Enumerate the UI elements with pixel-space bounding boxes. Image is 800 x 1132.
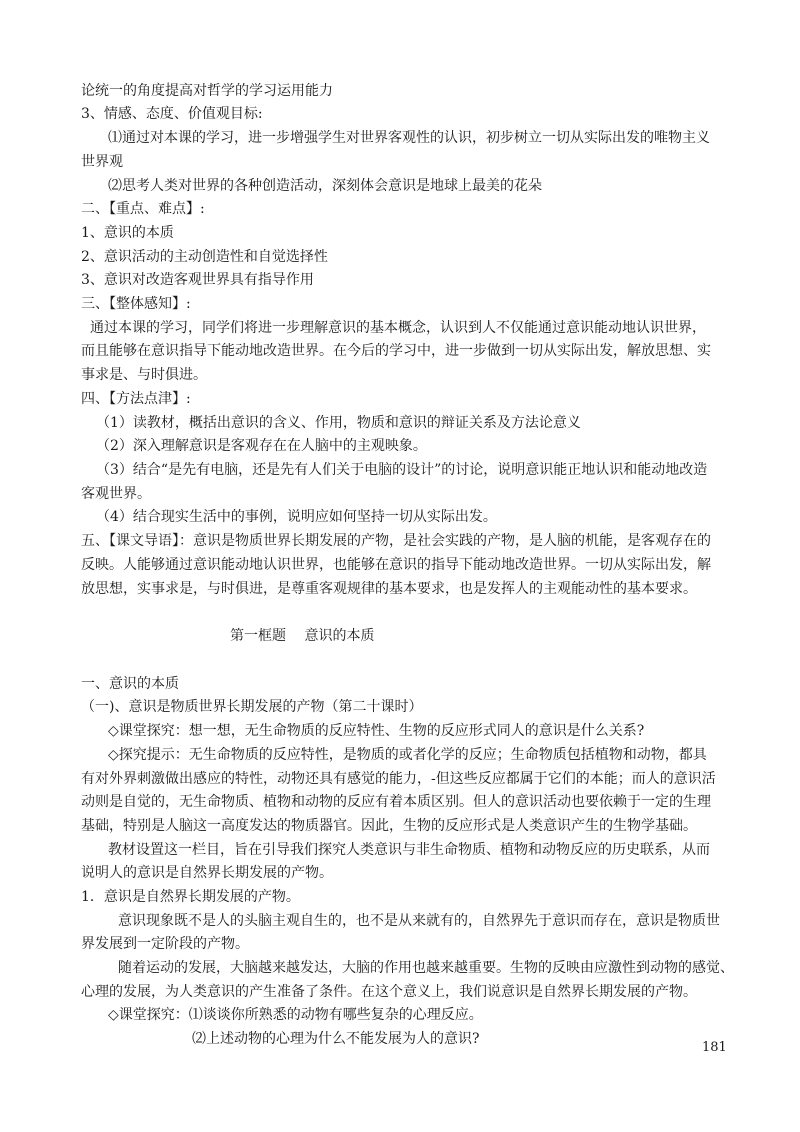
text-line: 心理的发展，为人类意识的产生准备了条件。在这个意义上，我们说意识是自然界长期发展的产物。 — [81, 984, 697, 1000]
section-heading: 三、【整体感知】: — [81, 296, 191, 312]
list-item: （2）深入理解意识是客观存在在人脑中的主观映象。 — [96, 438, 427, 454]
list-item: （1）读教材，概括出意识的含义、作用，物质和意识的辩证关系及方法论意义 — [96, 415, 581, 431]
lesson-title: 第一框题 意识的本质 — [230, 628, 375, 644]
list-item: （3）结合“是先有电脑，还是先有人们关于电脑的设计”的讨论，说明意识能正地认识和能动地改造 — [96, 462, 708, 478]
text-line: 2、意识活动的主动创造性和自觉选择性 — [81, 249, 328, 265]
text-line: ◇课堂探究：想一想，无生命物质的反应特性、生物的反应形式同人的意识是什么关系? — [108, 723, 645, 739]
text-line: 事求是、与时俱进。 — [81, 367, 207, 383]
text-line: 放思想，实事求是，与时俱进，是尊重客观规律的基本要求，也是发挥人的主观能动性的基本要求。 — [81, 581, 697, 597]
text-line: 通过本课的学习，同学们将进一步理解意识的基本概念，认识到人不仅能通过意识能动地认识世界， — [90, 320, 706, 336]
text-line: 而且能够在意识指导下能动地改造世界。在今后的学习中，进一步做到一切从实际出发，解放思想、实 — [81, 343, 711, 359]
text-line: 说明人的意识是自然界长期发展的产物。 — [81, 865, 333, 881]
text-line: 3、意识对改造客观世界具有指导作用 — [81, 272, 314, 288]
text-line: 有对外界刺激做出感应的特性，动物还具有感觉的能力，-但这些反应都属于它们的本能；而人的意识活 — [81, 771, 716, 787]
text-line: ⑴通过对本课的学习，进一步增强学生对世界客观性的认识，初步树立一切从实际出发的唯物主义 — [108, 130, 710, 146]
text-line: ⑵上述动物的心理为什么不能发展为人的意识? — [192, 1031, 480, 1047]
text-line: 基础，特别是人脑这一高度发达的物质器官。因此，生物的反应形式是人类意识产生的生物学基础。 — [81, 818, 697, 834]
text-line: 意识现象既不是人的头脑主观自生的，也不是从来就有的，自然界先于意识而存在，意识是物质世 — [118, 913, 720, 929]
text-line: ◇探究提示：无生命物质的反应特性，是物质的或者化学的反应；生命物质包括植物和动物，都具 — [108, 747, 707, 763]
section-heading: 四、【方法点津】: — [81, 391, 191, 407]
text-line: 1、意识的本质 — [81, 225, 174, 241]
section-heading: 二、【重点、难点】: — [81, 201, 205, 217]
text-line: 3、情感、态度、价值观目标: — [81, 106, 263, 122]
section-heading: 五、【课文导语】：意识是物质世界长期发展的产物，是社会实践的产物，是人脑的机能，是客观存在的 — [81, 533, 711, 549]
text-line: 反映。人能够通过意识能动地认识世界，也能够在意识的指导下能动地改造世界。一切从实际出发，解 — [81, 557, 711, 573]
text-line: 客观世界。 — [81, 486, 151, 502]
text-line: 随着运动的发展，大脑越来越发达，大脑的作用也越来越重要。生物的反映由应激性到动物的感觉、 — [118, 960, 734, 976]
text-line: 论统一的角度提高对哲学的学习运用能力 — [81, 83, 333, 99]
text-line: ⑵思考人类对世界的各种创造活动，深刻体会意识是地球上最美的花朵 — [108, 178, 542, 194]
text-line: ◇课堂探究：⑴谈谈你所熟悉的动物有哪些复杂的心理反应。 — [108, 1007, 483, 1023]
text-line: 动则是自觉的，无生命物质、植物和动物的反应有着本质区别。但人的意识活动也要依赖于一定的生理 — [81, 794, 711, 810]
subsection-heading: （一)、意识是物质世界长期发展的产物（第二十课时） — [81, 699, 423, 715]
numbered-heading: 1．意识是自然界长期发展的产物。 — [81, 889, 300, 905]
text-line: 世界观 — [81, 154, 123, 170]
text-line: 界发展到一定阶段的产物。 — [81, 936, 249, 952]
text-line: 教材设置这一栏目，旨在引导我们探究人类意识与非生命物质、植物和动物反应的历史联系，从而 — [108, 842, 710, 858]
list-item: （4）结合现实生活中的事例，说明应如何坚持一切从实际出发。 — [96, 509, 497, 525]
section-heading: 一、意识的本质 — [81, 676, 179, 692]
page-number: 181 — [702, 1040, 727, 1055]
